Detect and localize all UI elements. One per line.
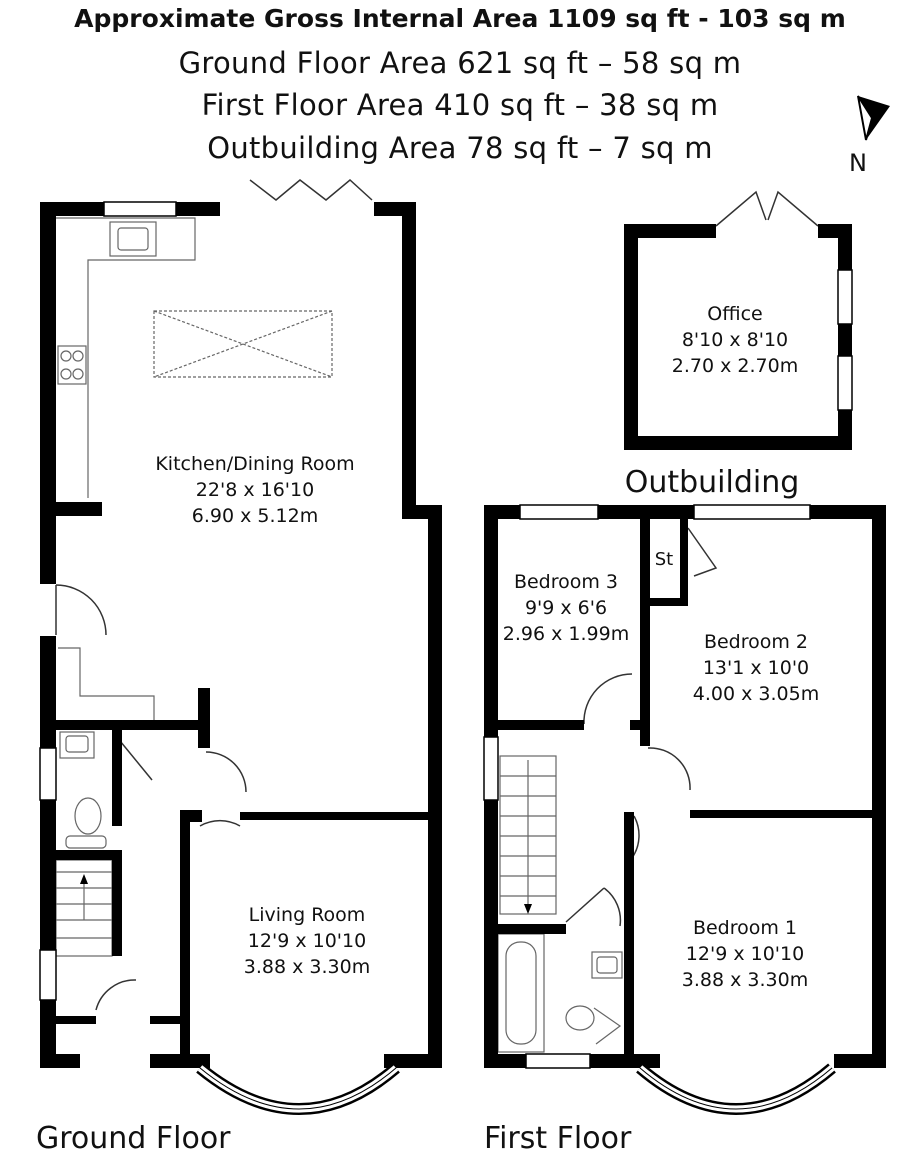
outbuilding-area: Outbuilding Area 78 sq ft – 7 sq m	[207, 131, 713, 165]
office-metric: 2.70 x 2.70m	[671, 355, 799, 377]
ground-floor-area: Ground Floor Area 621 sq ft – 58 sq m	[178, 46, 742, 80]
first-floor-label: First Floor	[484, 1121, 632, 1152]
gross-area-title: Approximate Gross Internal Area 1109 sq ft - 103 sq m	[74, 4, 846, 33]
bedroom3-name: Bedroom 3	[513, 571, 619, 593]
bedroom2-metric: 4.00 x 3.05m	[692, 683, 820, 705]
living-imperial: 12'9 x 10'10	[247, 930, 367, 952]
bedroom2-name: Bedroom 2	[703, 631, 809, 653]
office-imperial: 8'10 x 8'10	[681, 329, 789, 351]
outbuilding-label: Outbuilding	[624, 465, 800, 500]
bedroom1-metric: 3.88 x 3.30m	[681, 969, 809, 991]
bedroom3-metric: 2.96 x 1.99m	[502, 623, 630, 645]
first-floor-plan	[484, 505, 886, 1109]
ground-floor-label: Ground Floor	[36, 1121, 231, 1152]
ground-floor-plan	[40, 180, 442, 1109]
bedroom1-name: Bedroom 1	[692, 917, 798, 939]
first-floor-area: First Floor Area 410 sq ft – 38 sq m	[201, 88, 719, 122]
bedroom2-imperial: 13'1 x 10'0	[702, 657, 810, 679]
kitchen-name: Kitchen/Dining Room	[155, 453, 355, 475]
kitchen-imperial: 22'8 x 16'10	[195, 479, 315, 501]
bedroom3-imperial: 9'9 x 6'6	[524, 597, 608, 619]
living-name: Living Room	[248, 904, 366, 926]
bedroom1-imperial: 12'9 x 10'10	[685, 943, 805, 965]
living-metric: 3.88 x 3.30m	[243, 956, 371, 978]
north-arrow-icon	[858, 96, 890, 140]
store-label: St	[654, 549, 674, 570]
kitchen-metric: 6.90 x 5.12m	[191, 505, 319, 527]
office-name: Office	[707, 303, 763, 325]
compass-label: N	[849, 149, 867, 177]
